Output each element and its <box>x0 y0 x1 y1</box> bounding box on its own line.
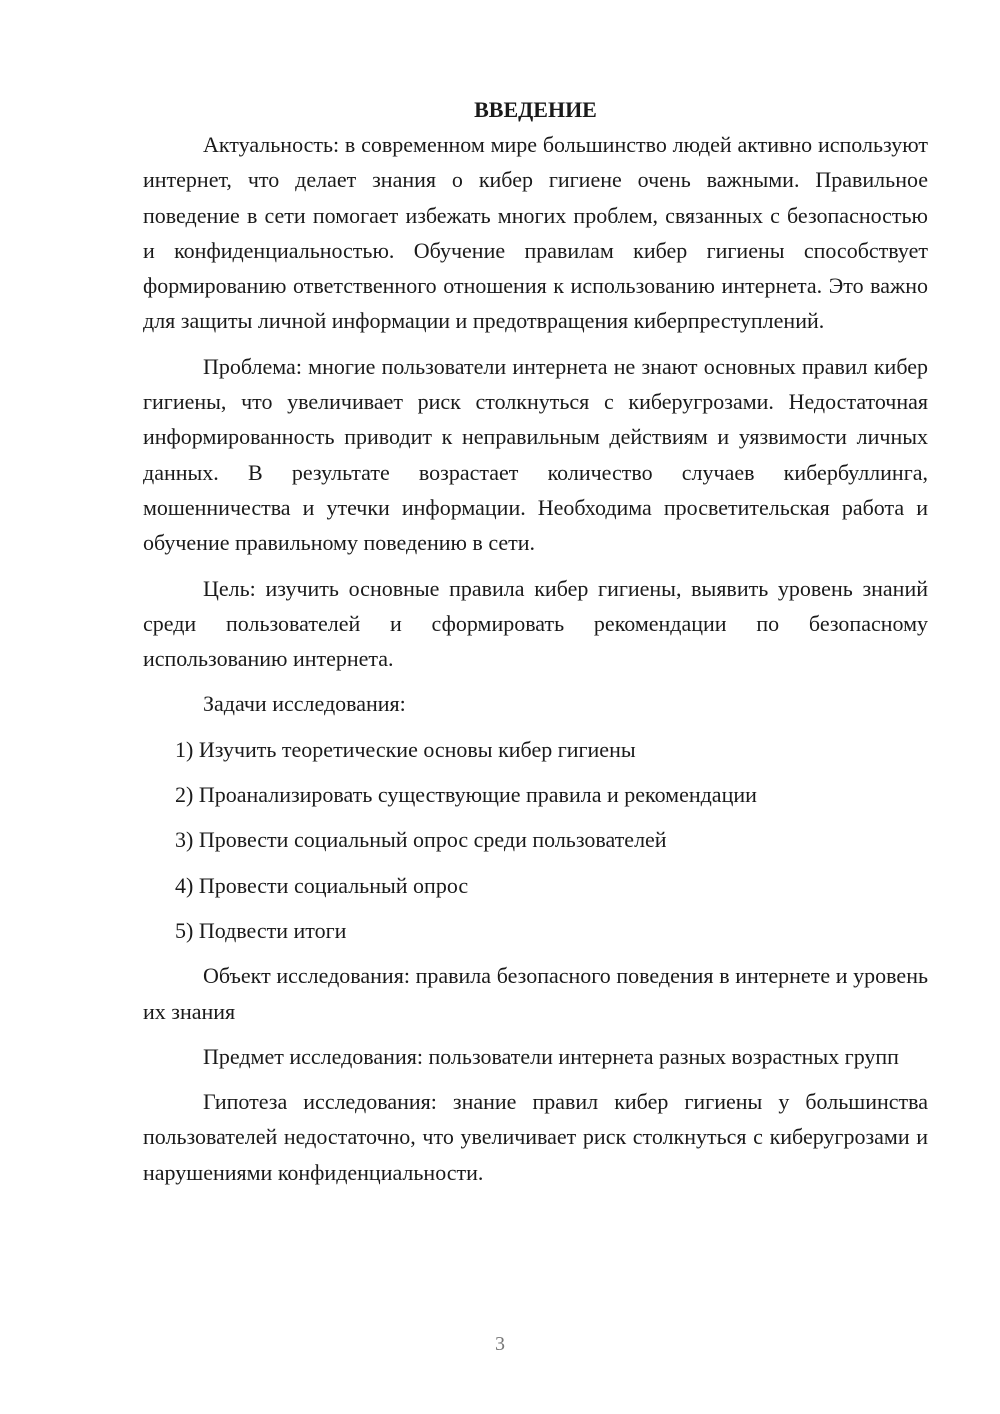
task-item: 1) Изучить теоретические основы кибер гигиены <box>175 736 636 762</box>
problem-paragraph: Проблема: многие пользователи интернета не знают основных правил кибер гигиены, что увеличивает риск столкнуться с киберугрозами. Недостаточная информированность приводит к неправильным действиям и уязвимости личных данных. В результате возрастает количество случаев кибербуллинга, мошенничества и утечки информации. Необходима просветительская работа и обучение правильному поведению в сети. <box>143 353 928 556</box>
document-page <box>143 94 928 1200</box>
tasks-list <box>143 732 928 948</box>
task-item: 5) Подвести итоги <box>175 917 347 943</box>
task-item: 3) Провести социальный опрос среди пользователей <box>175 827 667 853</box>
goal-paragraph: Цель: изучить основные правила кибер гигиены, выявить уровень знаний среди пользователей и сформировать рекомендации по безопасному использованию интернета. <box>143 575 928 672</box>
page-number: 3 <box>495 1333 505 1355</box>
object-paragraph: Объект исследования: правила безопасного поведения в интернете и уровень их знания <box>143 963 928 1024</box>
section-title: ВВЕДЕНИЕ <box>474 97 597 122</box>
tasks-heading: Задачи исследования: <box>203 691 406 717</box>
relevance-paragraph: Актуальность: в современном мире большинство людей активно используют интернет, что делает знания о кибер гигиене очень важными. Правильное поведение в сети помогает избежать многих проблем, связанных с безопасностью и конфиденциальностью. Обучение правилам кибер гигиены способствует формированию ответственного отношения к использованию интернета. Это важно для защиты личной информации и предотвращения киберпреступлений. <box>143 132 928 334</box>
hypothesis-paragraph: Гипотеза исследования: знание правил кибер гигиены у большинства пользователей недостаточно, что увеличивает риск столкнуться с киберугрозами и нарушениями конфиденциальности. <box>143 1089 928 1185</box>
task-item: 2) Проанализировать существующие правила и рекомендации <box>175 782 757 808</box>
task-item: 4) Провести социальный опрос <box>175 872 469 898</box>
subject-paragraph: Предмет исследования: пользователи интернета разных возрастных групп <box>203 1043 899 1069</box>
